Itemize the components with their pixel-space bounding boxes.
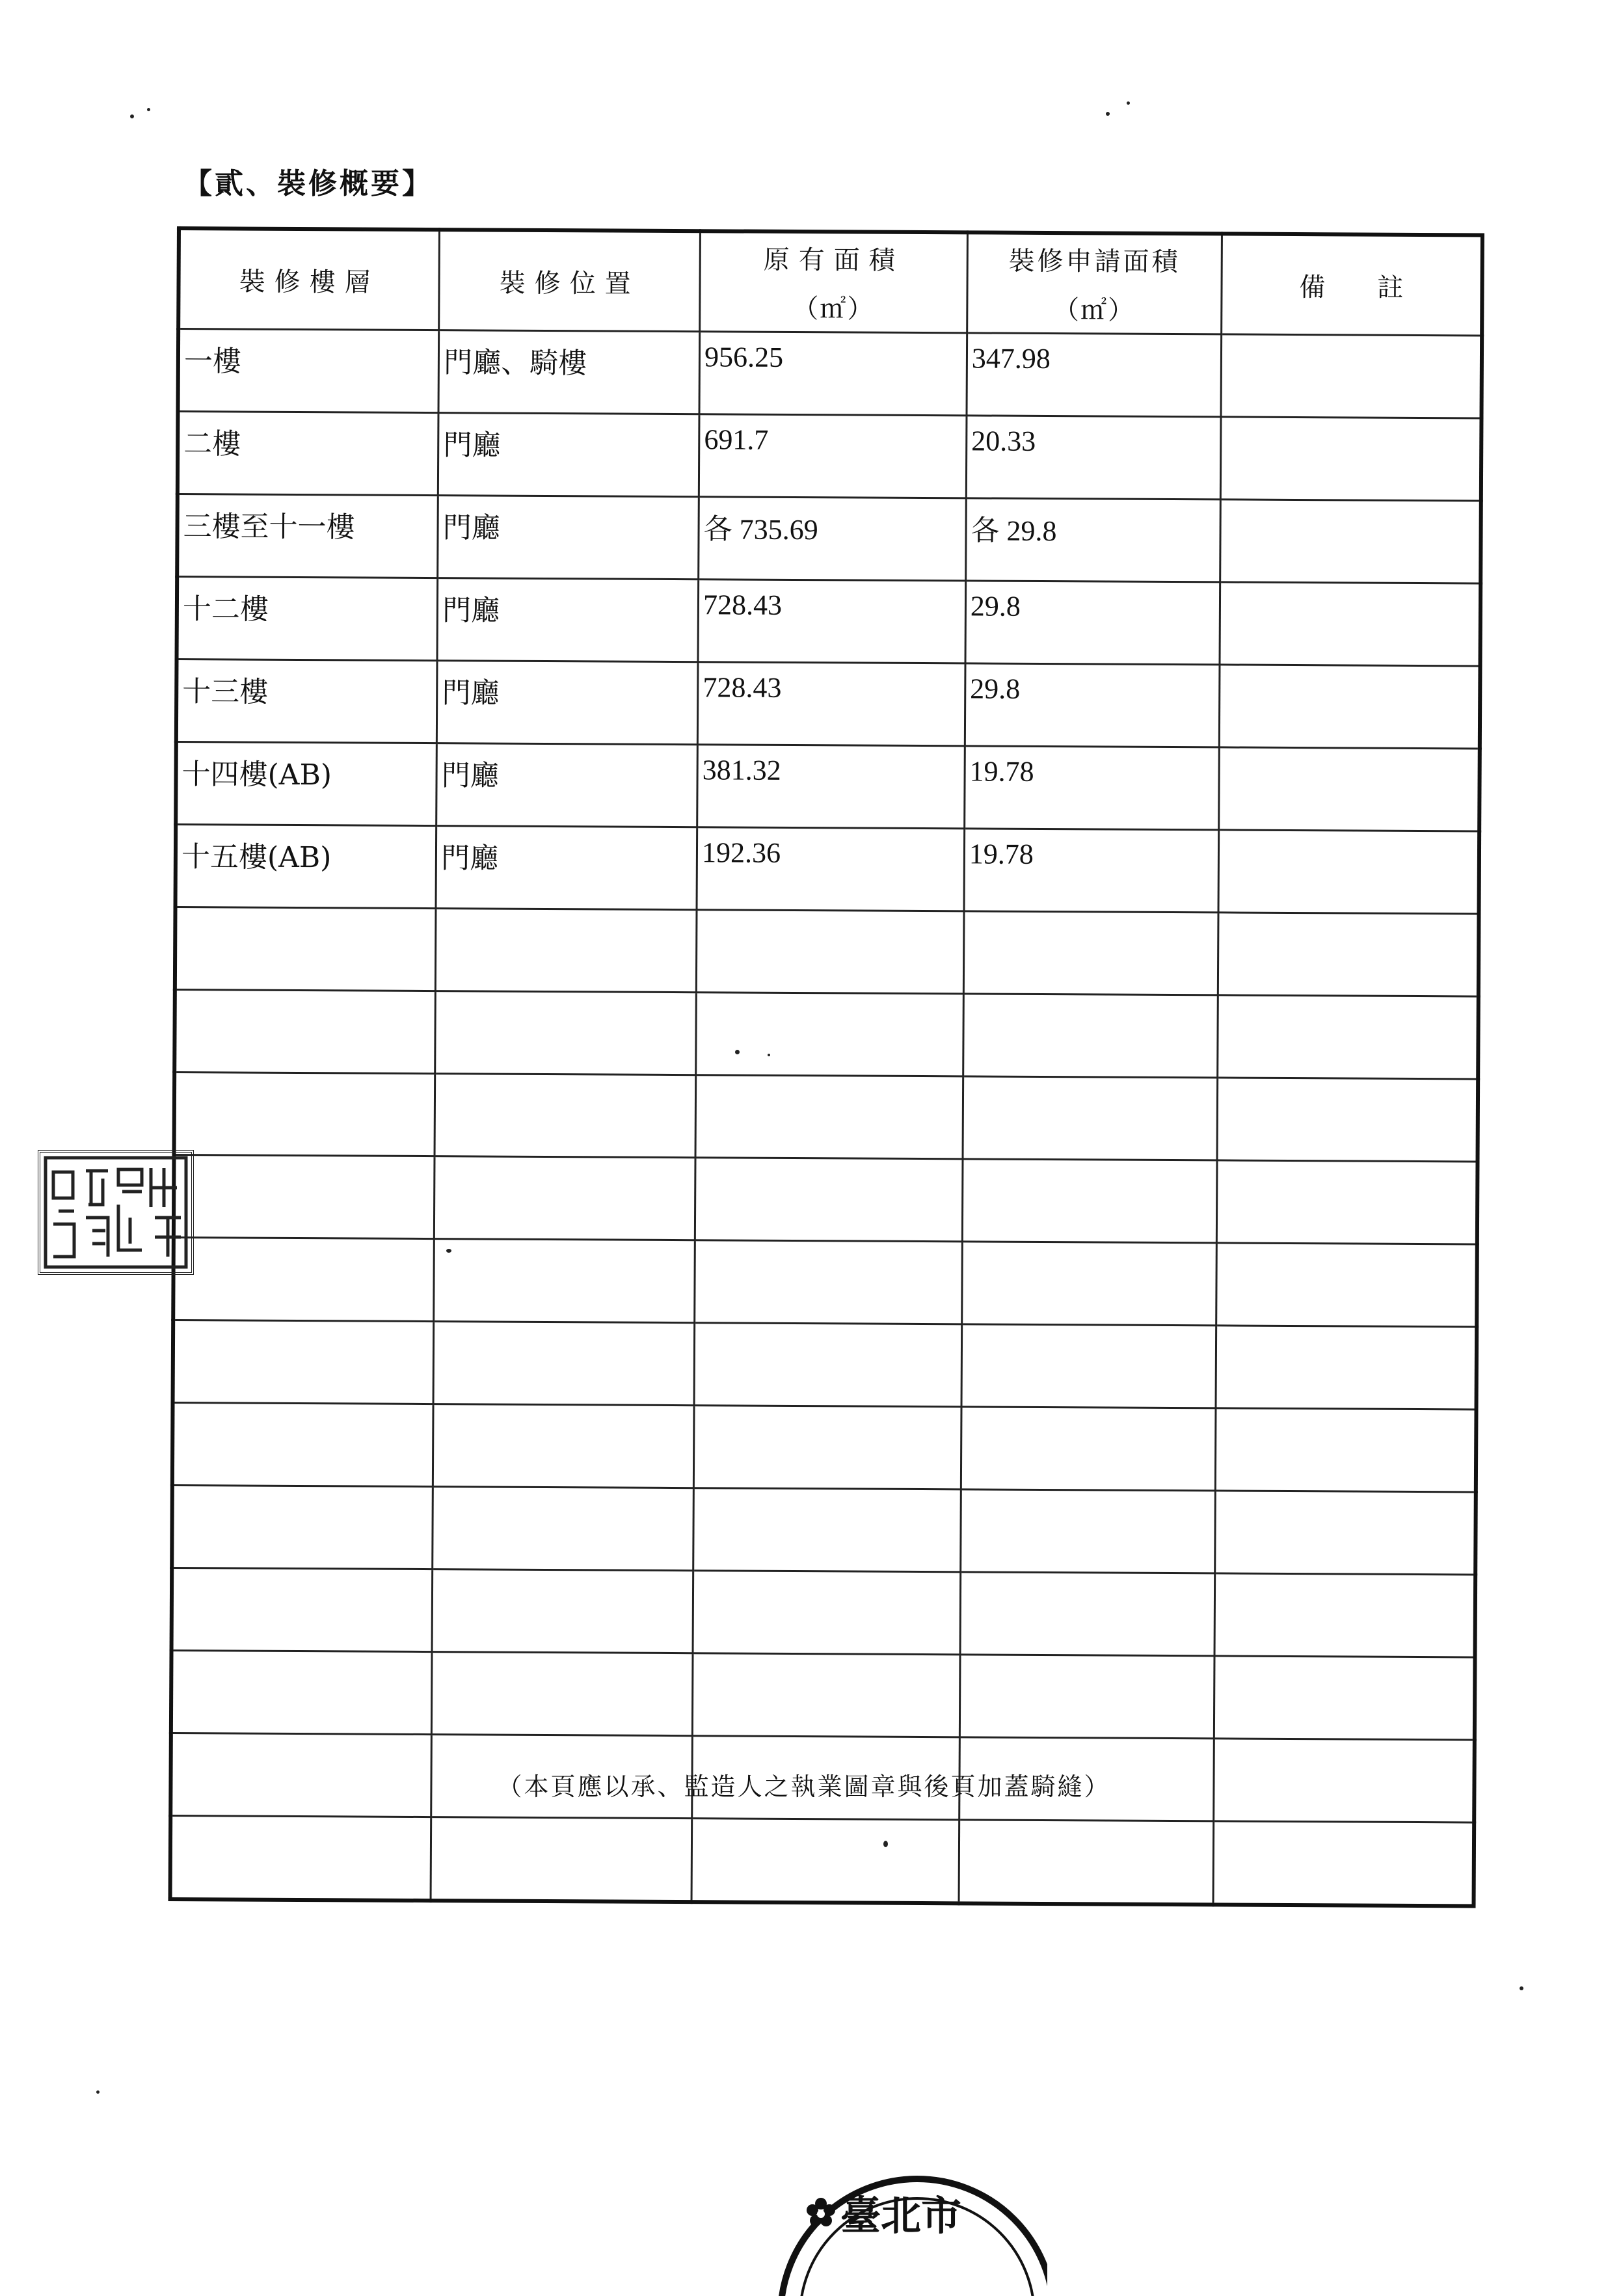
cell-applied-area: [960, 1572, 1214, 1656]
cell-original-area: 728.43: [698, 580, 965, 663]
cell-location: 門廳: [437, 661, 698, 745]
plum-blossom-icon: [807, 2198, 835, 2226]
renovation-summary-table: [168, 226, 1484, 1908]
cell-floor: [174, 1072, 435, 1156]
scan-speck: [1106, 112, 1110, 116]
cell-applied-area: 19.78: [964, 829, 1218, 913]
cell-original-area: 691.7: [699, 414, 966, 498]
cell-applied-area: 19.78: [965, 746, 1219, 830]
seal-city-text: 臺北市: [840, 2192, 962, 2239]
cell-remarks: [1214, 1656, 1475, 1740]
cell-remarks: [1219, 665, 1480, 749]
cell-location: [435, 1156, 695, 1240]
cell-floor: [171, 1650, 432, 1734]
cell-location: 門廳: [436, 826, 697, 910]
cell-remarks: [1217, 995, 1478, 1079]
cell-original-area: [692, 1653, 959, 1737]
cell-location: [433, 1404, 694, 1488]
table-row: [178, 412, 1482, 501]
cell-location: [436, 909, 697, 993]
cell-original-area: 728.43: [697, 662, 965, 746]
seal-glyphs-graphic: [40, 1153, 191, 1272]
scan-speck: [147, 108, 150, 111]
cell-original-area: [694, 1323, 961, 1407]
cell-original-area: [695, 1240, 962, 1324]
cell-location: [434, 1239, 695, 1323]
cell-applied-area: [963, 994, 1218, 1078]
header-original-area: [700, 231, 968, 333]
cell-original-area: 192.36: [697, 827, 964, 911]
cell-floor: 十四樓(AB): [176, 742, 436, 826]
cell-location: [435, 1074, 695, 1158]
table-row: [176, 742, 1480, 831]
table-row: [177, 494, 1481, 583]
cell-original-area: [695, 1158, 962, 1242]
cell-location: 門廳: [437, 578, 698, 662]
cell-floor: [175, 907, 436, 991]
cell-remarks: [1216, 1326, 1477, 1409]
cell-original-area: [695, 1075, 963, 1159]
cell-remarks: [1220, 582, 1481, 666]
cell-applied-area: [961, 1324, 1216, 1408]
cell-applied-area: [963, 911, 1218, 995]
cell-location: [431, 1817, 691, 1902]
cell-original-area: [693, 1571, 960, 1655]
cell-original-area: 956.25: [699, 332, 967, 416]
cell-location: [432, 1652, 693, 1736]
table-row: [174, 989, 1479, 1078]
cell-remarks: [1216, 1160, 1477, 1244]
cell-original-area: [696, 993, 963, 1076]
scan-speck: [130, 114, 134, 118]
cell-remarks: [1214, 1573, 1475, 1657]
cell-remarks: [1221, 334, 1482, 418]
scan-speck: [96, 2090, 100, 2094]
header-location: 裝修位置: [439, 230, 701, 332]
cell-applied-area: 20.33: [966, 416, 1220, 500]
cell-floor: 十三樓: [176, 660, 437, 743]
cell-original-area: [691, 1819, 959, 1904]
table-row: [172, 1402, 1477, 1491]
cell-remarks: [1217, 1078, 1478, 1162]
table-row: [176, 660, 1481, 749]
table-row: [178, 329, 1482, 418]
scan-speck: [1520, 1986, 1523, 1990]
cell-floor: [170, 1815, 431, 1901]
cell-location: [433, 1322, 694, 1406]
header-original-area-label: 原有面積: [763, 245, 904, 276]
cell-floor: 三樓至十一樓: [177, 494, 438, 578]
cell-floor: 十二樓: [177, 577, 438, 661]
cell-applied-area: [961, 1489, 1215, 1573]
cell-applied-area: 347.98: [967, 333, 1221, 417]
cell-applied-area: 29.8: [965, 581, 1220, 665]
header-remarks: 備 註: [1221, 234, 1482, 336]
cell-floor: [174, 1155, 435, 1238]
cell-remarks: [1213, 1821, 1474, 1906]
table-row: [173, 1320, 1477, 1409]
table-row: [173, 1237, 1477, 1326]
cell-original-area: [696, 910, 963, 994]
table-header-row: [178, 228, 1482, 336]
table-row: [175, 907, 1479, 996]
section-title: 【貳、裝修概要】: [183, 167, 433, 200]
cell-location: 門廳: [438, 496, 699, 580]
cell-location: 門廳、騎樓: [438, 330, 699, 414]
cell-floor: 二樓: [178, 412, 438, 496]
cell-applied-area: [963, 1076, 1217, 1160]
cell-remarks: [1218, 747, 1479, 831]
cell-floor: [174, 989, 435, 1073]
cell-location: 門廳: [436, 743, 697, 827]
cell-remarks: [1215, 1408, 1476, 1492]
table-row: [172, 1485, 1476, 1574]
header-applied-area-unit: （㎡）: [1053, 295, 1136, 326]
cell-original-area: 各 735.69: [699, 497, 966, 581]
cell-applied-area: 各 29.8: [966, 498, 1220, 582]
header-applied-area-label: 裝修申請面積: [1008, 246, 1181, 278]
cell-applied-area: [962, 1242, 1216, 1326]
cell-floor: 十五樓(AB): [176, 825, 436, 909]
city-government-seal: [768, 2166, 1047, 2296]
header-floor: 裝修樓層: [178, 228, 440, 330]
cell-applied-area: 29.8: [965, 663, 1219, 747]
table-row: [172, 1568, 1476, 1657]
cell-remarks: [1218, 830, 1479, 914]
table-row: [174, 1155, 1478, 1244]
table-row: [177, 577, 1481, 666]
cell-remarks: [1218, 913, 1479, 996]
cell-location: 門廳: [438, 413, 699, 497]
cell-original-area: [693, 1406, 961, 1489]
cell-remarks: [1214, 1491, 1475, 1575]
table-row: [171, 1650, 1475, 1739]
cell-original-area: 381.32: [697, 745, 965, 829]
cell-applied-area: [962, 1159, 1216, 1243]
cell-applied-area: [959, 1655, 1214, 1739]
cell-location: [432, 1569, 693, 1653]
cell-floor: [172, 1568, 433, 1651]
header-original-area-unit: （㎡）: [792, 293, 875, 325]
cell-floor: [173, 1320, 434, 1404]
table-row: [174, 1072, 1479, 1161]
seal-ring-graphic: [768, 2166, 1047, 2296]
cell-floor: [172, 1402, 433, 1486]
scan-speck: [1127, 101, 1130, 105]
cell-original-area: [693, 1488, 961, 1572]
architect-seal-stamp: [38, 1150, 194, 1275]
footer-note: （本頁應以承、監造人之執業圖章與後頁加蓋騎縫）: [497, 1772, 1111, 1801]
cell-location: [435, 991, 696, 1075]
cell-floor: 一樓: [178, 329, 439, 413]
cell-location: [433, 1487, 693, 1571]
table-row: [170, 1815, 1475, 1906]
cell-remarks: [1216, 1243, 1477, 1327]
cell-floor: [172, 1485, 433, 1569]
cell-applied-area: [961, 1407, 1215, 1491]
header-applied-area: [967, 232, 1222, 334]
table-row: [176, 825, 1480, 914]
cell-remarks: [1220, 417, 1481, 501]
cell-remarks: [1220, 500, 1481, 583]
renovation-summary-table-wrapper: [169, 226, 1484, 1735]
cell-floor: [173, 1237, 434, 1321]
cell-applied-area: [959, 1820, 1213, 1905]
